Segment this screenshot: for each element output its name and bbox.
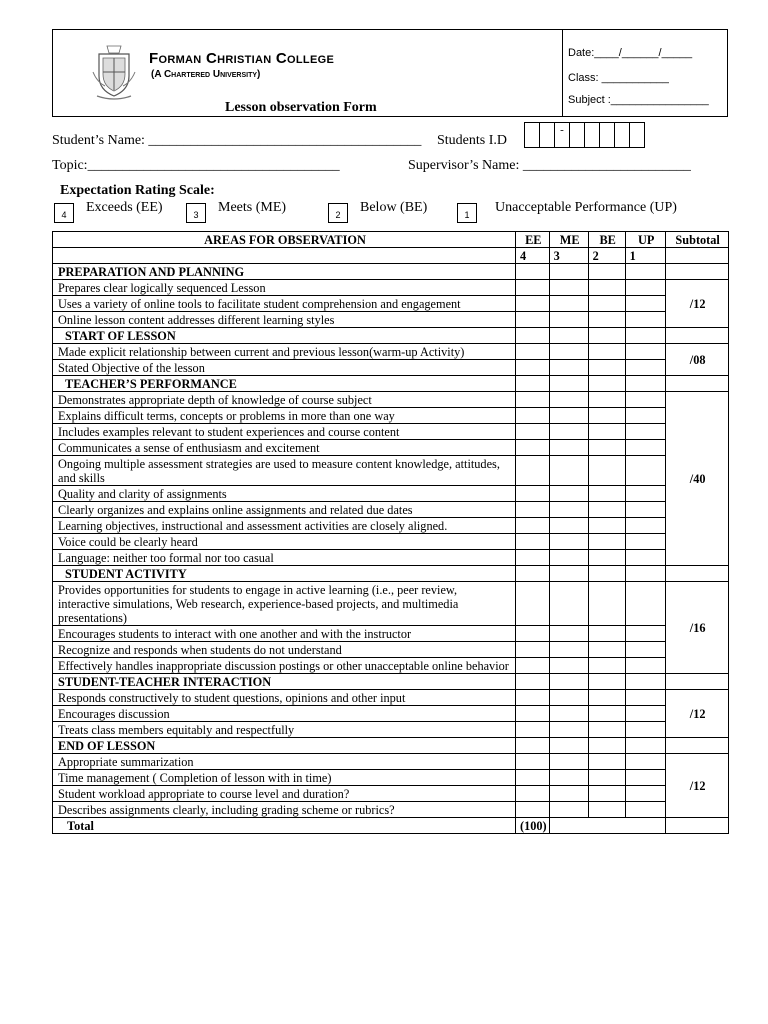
rating-cell-up[interactable] <box>625 280 665 296</box>
rating-cell-up[interactable] <box>625 582 665 626</box>
rating-cell-up[interactable] <box>625 518 665 534</box>
table-row <box>53 658 729 674</box>
rating-cell-me[interactable] <box>549 296 588 312</box>
criterion-text: Demonstrates appropriate depth of knowledge of course subject <box>53 392 516 408</box>
rating-scale-title: Expectation Rating Scale: <box>60 183 215 198</box>
criterion-text: Learning objectives, instructional and assessment activities are closely aligned. <box>53 518 516 534</box>
rating-cell-me[interactable] <box>549 392 588 408</box>
rating-cell-me[interactable] <box>549 486 588 502</box>
criterion-text: Effectively handles inappropriate discussion postings or other unacceptable online behavior <box>53 658 516 674</box>
criterion-text: Includes examples relevant to student experiences and course content <box>53 424 516 440</box>
criterion-text: Encourages students to interact with one another and with the instructor <box>53 626 516 642</box>
rating-cell-up[interactable] <box>625 312 665 328</box>
rating-cell-me[interactable] <box>549 424 588 440</box>
table-row <box>53 642 729 658</box>
rating-cell-ee[interactable] <box>516 502 550 518</box>
be-value: 2 <box>588 248 625 264</box>
criterion-text: Stated Objective of the lesson <box>53 360 516 376</box>
rating-cell-me[interactable] <box>549 518 588 534</box>
section-row <box>53 674 729 690</box>
table-row <box>53 770 729 786</box>
table-row <box>53 344 729 360</box>
rating-cell-up[interactable] <box>625 486 665 502</box>
rating-cell-up[interactable] <box>625 456 665 486</box>
table-row <box>53 486 729 502</box>
student-name-field[interactable]: Student’s Name: _______________________________________ <box>52 133 422 148</box>
rating-cell-up[interactable] <box>625 802 665 818</box>
rating-cell-me[interactable] <box>549 534 588 550</box>
subtotal-cell: /12 <box>665 754 728 818</box>
subtotal-cell: /12 <box>665 280 728 328</box>
table-row <box>53 502 729 518</box>
col-header-up: UP <box>625 232 665 248</box>
rating-cell-be[interactable] <box>588 486 625 502</box>
rating-cell-up[interactable] <box>625 722 665 738</box>
rating-cell-be[interactable] <box>588 456 625 486</box>
table-row <box>53 534 729 550</box>
table-row <box>53 722 729 738</box>
rating-cell-ee[interactable] <box>516 754 550 770</box>
rating-cell-ee[interactable] <box>516 550 550 566</box>
rating-cell-be[interactable] <box>588 424 625 440</box>
rating-cell-me[interactable] <box>549 440 588 456</box>
total-value: (100) <box>516 818 550 834</box>
rating-cell-be[interactable] <box>588 360 625 376</box>
rating-cell-ee[interactable] <box>516 706 550 722</box>
rating-cell-be[interactable] <box>588 312 625 328</box>
rating-cell-me[interactable] <box>549 280 588 296</box>
section-row <box>53 566 729 582</box>
scale-box-be: 2 <box>328 203 348 223</box>
scale-label-be: Below (BE) <box>360 200 428 215</box>
rating-cell-up[interactable] <box>625 534 665 550</box>
rating-cell-ee[interactable] <box>516 456 550 486</box>
subtotal-cell: /40 <box>665 392 728 566</box>
rating-cell-me[interactable] <box>549 786 588 802</box>
section-row <box>53 328 729 344</box>
rating-cell-ee[interactable] <box>516 344 550 360</box>
col-header-areas: AREAS FOR OBSERVATION <box>53 232 516 248</box>
rating-cell-be[interactable] <box>588 658 625 674</box>
criterion-text: Voice could be clearly heard <box>53 534 516 550</box>
rating-cell-ee[interactable] <box>516 786 550 802</box>
rating-cell-me[interactable] <box>549 550 588 566</box>
rating-cell-ee[interactable] <box>516 360 550 376</box>
rating-cell-up[interactable] <box>625 690 665 706</box>
rating-cell-ee[interactable] <box>516 312 550 328</box>
rating-cell-ee[interactable] <box>516 658 550 674</box>
rating-cell-be[interactable] <box>588 440 625 456</box>
rating-cell-ee[interactable] <box>516 440 550 456</box>
rating-cell-ee[interactable] <box>516 486 550 502</box>
col-header-ee: EE <box>516 232 550 248</box>
rating-cell-me[interactable] <box>549 722 588 738</box>
scale-label-ee: Exceeds (EE) <box>86 200 163 215</box>
subtotal-cell: /16 <box>665 582 728 674</box>
criterion-text: Provides opportunities for students to engage in active learning (i.e., peer review, interactive simulations, Web research, experience-based projects, and multimedia presentations) <box>53 582 516 626</box>
table-row <box>53 582 729 626</box>
section-title: TEACHER’S PERFORMANCE <box>53 376 516 392</box>
me-value: 3 <box>549 248 588 264</box>
rating-cell-ee[interactable] <box>516 392 550 408</box>
rating-cell-be[interactable] <box>588 786 625 802</box>
section-title: STUDENT ACTIVITY <box>53 566 516 582</box>
rating-cell-be[interactable] <box>588 408 625 424</box>
table-row <box>53 518 729 534</box>
rating-cell-up[interactable] <box>625 408 665 424</box>
rating-cell-ee[interactable] <box>516 642 550 658</box>
rating-cell-be[interactable] <box>588 626 625 642</box>
college-name: Forman Christian College <box>149 50 335 67</box>
rating-cell-ee[interactable] <box>516 770 550 786</box>
rating-cell-ee[interactable] <box>516 518 550 534</box>
criterion-text: Communicates a sense of enthusiasm and excitement <box>53 440 516 456</box>
rating-cell-me[interactable] <box>549 690 588 706</box>
rating-cell-be[interactable] <box>588 722 625 738</box>
rating-cell-be[interactable] <box>588 642 625 658</box>
rating-cell-be[interactable] <box>588 502 625 518</box>
scale-label-me: Meets (ME) <box>218 200 287 215</box>
criterion-text: Language: neither too formal nor too casual <box>53 550 516 566</box>
form-title: Lesson observation Form <box>225 100 377 115</box>
scale-label-up: Unacceptable Performance (UP) <box>495 200 677 215</box>
criterion-text: Quality and clarity of assignments <box>53 486 516 502</box>
rating-cell-me[interactable] <box>549 626 588 642</box>
section-row <box>53 738 729 754</box>
rating-cell-up[interactable] <box>625 706 665 722</box>
rating-cell-up[interactable] <box>625 344 665 360</box>
rating-cell-up[interactable] <box>625 642 665 658</box>
students-id-label: Students I.D <box>437 133 507 148</box>
up-value: 1 <box>625 248 665 264</box>
rating-cell-be[interactable] <box>588 280 625 296</box>
rating-cell-up[interactable] <box>625 360 665 376</box>
table-row <box>53 690 729 706</box>
table-row <box>53 312 729 328</box>
table-row <box>53 786 729 802</box>
rating-cell-me[interactable] <box>549 582 588 626</box>
topic-field[interactable]: Topic:____________________________________ <box>52 158 340 173</box>
rating-cell-ee[interactable] <box>516 582 550 626</box>
rating-cell-ee[interactable] <box>516 722 550 738</box>
rating-cell-up[interactable] <box>625 786 665 802</box>
col-header-be: BE <box>588 232 625 248</box>
criterion-text: Made explicit relationship between current and previous lesson(warm-up Activity) <box>53 344 516 360</box>
rating-cell-up[interactable] <box>625 296 665 312</box>
ee-value: 4 <box>516 248 550 264</box>
class-field[interactable]: Class: ___________ <box>568 72 669 84</box>
criterion-text: Recognize and responds when students do not understand <box>53 642 516 658</box>
rating-cell-me[interactable] <box>549 360 588 376</box>
rating-cell-be[interactable] <box>588 802 625 818</box>
rating-cell-up[interactable] <box>625 502 665 518</box>
table-row <box>53 440 729 456</box>
header-box <box>52 29 728 117</box>
criterion-text: Encourages discussion <box>53 706 516 722</box>
rating-cell-up[interactable] <box>625 770 665 786</box>
rating-cell-ee[interactable] <box>516 626 550 642</box>
rating-cell-me[interactable] <box>549 658 588 674</box>
rating-cell-be[interactable] <box>588 534 625 550</box>
rating-cell-ee[interactable] <box>516 280 550 296</box>
rating-cell-be[interactable] <box>588 754 625 770</box>
criterion-text: Explains difficult terms, concepts or problems in more than one way <box>53 408 516 424</box>
rating-cell-be[interactable] <box>588 344 625 360</box>
rating-cell-me[interactable] <box>549 802 588 818</box>
date-field[interactable]: Date:____/______/_____ <box>568 47 693 59</box>
table-row <box>53 802 729 818</box>
rating-cell-me[interactable] <box>549 642 588 658</box>
supervisor-name-field[interactable]: Supervisor’s Name: ________________________ <box>408 158 691 173</box>
table-row <box>53 706 729 722</box>
rating-cell-be[interactable] <box>588 770 625 786</box>
section-row <box>53 376 729 392</box>
rating-cell-me[interactable] <box>549 706 588 722</box>
criterion-text: Responds constructively to student questions, opinions and other input <box>53 690 516 706</box>
rating-cell-up[interactable] <box>625 440 665 456</box>
col-header-subtotal: Subtotal <box>665 232 728 248</box>
rating-cell-ee[interactable] <box>516 690 550 706</box>
rating-cell-be[interactable] <box>588 690 625 706</box>
section-row <box>53 264 729 280</box>
scale-box-up: 1 <box>457 203 477 223</box>
criterion-text: Clearly organizes and explains online assignments and related due dates <box>53 502 516 518</box>
criterion-text: Time management ( Completion of lesson with in time) <box>53 770 516 786</box>
table-row <box>53 408 729 424</box>
rating-cell-me[interactable] <box>549 312 588 328</box>
table-row <box>53 424 729 440</box>
student-id-boxes[interactable]: - <box>525 122 645 148</box>
table-row <box>53 456 729 486</box>
criterion-text: Ongoing multiple assessment strategies are used to measure content knowledge, attitudes, and skills <box>53 456 516 486</box>
college-crest-icon <box>91 42 137 100</box>
rating-cell-up[interactable] <box>625 424 665 440</box>
rating-cell-be[interactable] <box>588 582 625 626</box>
rating-cell-ee[interactable] <box>516 424 550 440</box>
scale-box-ee: 4 <box>54 203 74 223</box>
rating-cell-me[interactable] <box>549 408 588 424</box>
table-row <box>53 392 729 408</box>
rating-cell-ee[interactable] <box>516 296 550 312</box>
rating-cell-me[interactable] <box>549 754 588 770</box>
subtotal-cell: /12 <box>665 690 728 738</box>
criterion-text: Prepares clear logically sequenced Lesson <box>53 280 516 296</box>
rating-cell-be[interactable] <box>588 550 625 566</box>
col-header-me: ME <box>549 232 588 248</box>
rating-cell-me[interactable] <box>549 344 588 360</box>
section-title: PREPARATION AND PLANNING <box>53 264 516 280</box>
criterion-text: Treats class members equitably and respectfully <box>53 722 516 738</box>
rating-cell-up[interactable] <box>625 658 665 674</box>
rating-cell-ee[interactable] <box>516 534 550 550</box>
subtotal-cell: /08 <box>665 344 728 376</box>
rating-cell-up[interactable] <box>625 754 665 770</box>
criterion-text: Appropriate summarization <box>53 754 516 770</box>
rating-cell-ee[interactable] <box>516 802 550 818</box>
rating-cell-up[interactable] <box>625 550 665 566</box>
rating-cell-up[interactable] <box>625 392 665 408</box>
rating-cell-be[interactable] <box>588 296 625 312</box>
rating-cell-be[interactable] <box>588 518 625 534</box>
subject-field[interactable]: Subject :________________ <box>568 94 709 106</box>
total-label: Total <box>53 818 516 834</box>
rating-cell-be[interactable] <box>588 706 625 722</box>
rating-cell-me[interactable] <box>549 770 588 786</box>
criterion-text: Describes assignments clearly, including grading scheme or rubrics? <box>53 802 516 818</box>
college-charter: (A Chartered University) <box>151 69 261 80</box>
table-row <box>53 280 729 296</box>
table-row <box>53 626 729 642</box>
rating-cell-me[interactable] <box>549 502 588 518</box>
criterion-text: Online lesson content addresses different learning styles <box>53 312 516 328</box>
observation-table <box>52 231 729 834</box>
rating-cell-up[interactable] <box>625 626 665 642</box>
section-title: START OF LESSON <box>53 328 516 344</box>
rating-cell-be[interactable] <box>588 392 625 408</box>
table-row <box>53 550 729 566</box>
section-title: END OF LESSON <box>53 738 516 754</box>
section-title: STUDENT-TEACHER INTERACTION <box>53 674 516 690</box>
table-row <box>53 754 729 770</box>
criterion-text: Student workload appropriate to course level and duration? <box>53 786 516 802</box>
rating-cell-ee[interactable] <box>516 408 550 424</box>
table-row <box>53 360 729 376</box>
criterion-text: Uses a variety of online tools to facilitate student comprehension and engagement <box>53 296 516 312</box>
rating-cell-me[interactable] <box>549 456 588 486</box>
table-row <box>53 296 729 312</box>
scale-box-me: 3 <box>186 203 206 223</box>
